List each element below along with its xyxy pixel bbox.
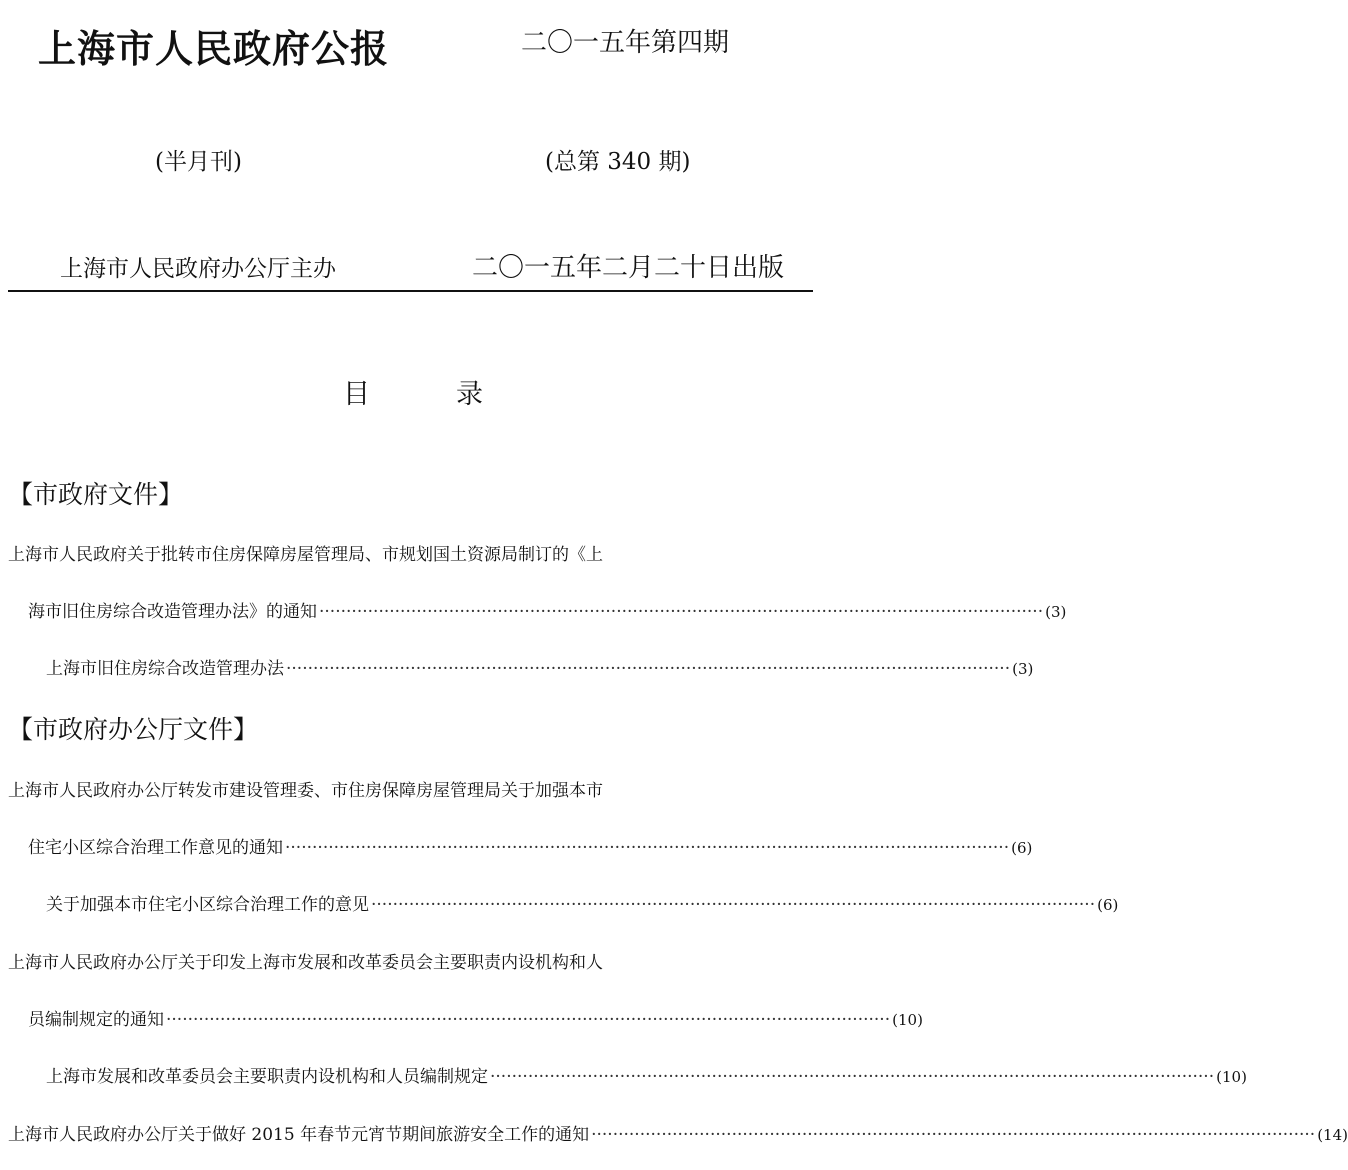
toc-entry-text: 上海市人民政府办公厅关于做好 2015 年春节元宵节期间旅游安全工作的通知 — [8, 1125, 590, 1145]
toc-heading-char-1: 目 — [343, 379, 370, 410]
page-number: (3) — [1045, 603, 1067, 621]
toc-entry[interactable] — [8, 1120, 1348, 1145]
toc-heading-char-2: 录 — [456, 379, 483, 410]
toc-entry-text: 上海市人民政府办公厅转发市建设管理委、市住房保障房屋管理局关于加强本市 — [8, 781, 603, 801]
dot-leader: ······································································································································ — [371, 895, 1096, 915]
toc-entry-text: 上海市发展和改革委员会主要职责内设机构和人员编制规定 — [46, 1067, 488, 1087]
page-number: (10) — [1216, 1068, 1247, 1086]
publication-frequency: (半月刊) — [155, 149, 242, 175]
page-number: (14) — [1317, 1126, 1348, 1144]
toc-entry[interactable] — [8, 540, 813, 565]
toc-entry-text: 住宅小区综合治理工作意见的通知 — [28, 838, 283, 858]
page-number: (3) — [1012, 660, 1034, 678]
dot-leader: ······································································································································ — [286, 659, 1011, 679]
page-number: (6) — [1011, 839, 1033, 857]
toc-entry[interactable] — [28, 597, 1067, 622]
toc-entry-text: 关于加强本市住宅小区综合治理工作的意见 — [46, 895, 369, 915]
toc-heading — [343, 372, 483, 411]
toc-entry-text: 上海市人民政府办公厅关于印发上海市发展和改革委员会主要职责内设机构和人 — [8, 953, 603, 973]
toc-entry[interactable] — [46, 654, 1034, 679]
dot-leader: ······································································································································ — [166, 1010, 891, 1030]
dot-leader: ······································································································································ — [285, 838, 1010, 858]
toc-entry-text: 上海市旧住房综合改造管理办法 — [46, 659, 284, 679]
toc-entry-text: 海市旧住房综合改造管理办法》的通知 — [28, 602, 317, 622]
issue-number: 二〇一五年第四期 — [521, 28, 730, 58]
toc-entry[interactable] — [46, 890, 1119, 915]
dot-leader: ······································································································································ — [319, 602, 1044, 622]
section-heading-municipal-documents: 【市政府文件】 — [8, 480, 184, 509]
sponsor-line: 上海市人民政府办公厅主办 — [60, 256, 336, 282]
header-divider — [8, 290, 813, 292]
toc-entry-text: 上海市人民政府关于批转市住房保障房屋管理局、市规划国土资源局制订的《上 — [8, 545, 603, 565]
toc-entry[interactable] — [28, 1005, 923, 1030]
toc-entry[interactable] — [8, 776, 813, 801]
page-number: (6) — [1097, 896, 1119, 914]
toc-entry-text: 员编制规定的通知 — [28, 1010, 164, 1030]
publish-date: 二〇一五年二月二十日出版 — [472, 253, 785, 283]
toc-entry[interactable] — [8, 948, 813, 973]
page-number: (10) — [892, 1011, 923, 1029]
section-heading-office-documents: 【市政府办公厅文件】 — [8, 715, 259, 744]
masthead-title: 上海市人民政府公报 — [38, 26, 390, 71]
toc-entry[interactable] — [28, 833, 1033, 858]
dot-leader: ······································································································································ — [591, 1125, 1316, 1145]
toc-entry[interactable] — [46, 1062, 1247, 1087]
dot-leader: ······································································································································ — [490, 1067, 1215, 1087]
serial-number: (总第 340 期) — [545, 149, 691, 175]
